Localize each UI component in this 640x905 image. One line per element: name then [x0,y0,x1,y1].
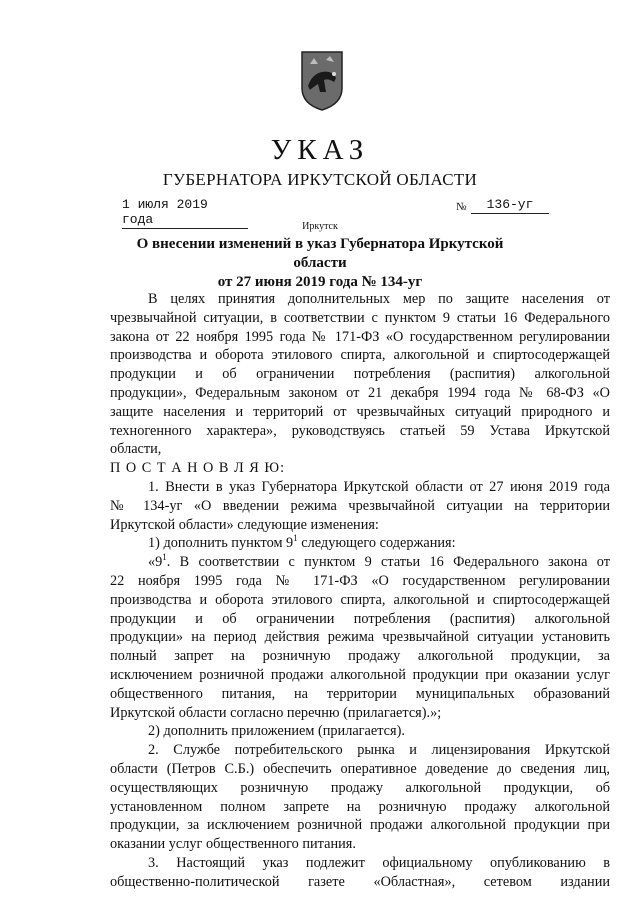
document-heading [110,235,530,292]
body-line: общественно-политической газете «Областная», сетевом издании [110,873,610,890]
decree-word: П О С Т А Н О В Л Я Ю: [110,460,286,477]
body-line: 22 ноября 1995 года № 171-ФЗ «О государственном регулировании [110,572,610,589]
document-number: 136-уг [471,197,549,214]
body-line: 2) дополнить приложением (прилагается). [148,723,405,740]
body-line: общественного питания, на территории муниципальных образований [110,685,610,702]
body-line: установленном полном запрете на розничную продажу алкогольной [110,798,610,815]
superscript: 1 [162,552,167,563]
document-body [110,290,610,892]
document-title: УКАЗ [270,134,370,166]
body-line: исключением розничной продажи алкогольной продукции при оказании услуг [110,666,610,683]
superscript: 1 [293,533,298,544]
body-line: 3. Настоящий указ подлежит официальному опубликованию в [148,854,610,871]
body-line: 2. Службе потребительского рынка и лицензирования Иркутской [148,742,610,759]
body-line: производства и оборота этилового спирта, алкогольной и спиртосодержащей [110,347,610,364]
body-line: оказании услуг общественного питания. [110,836,356,853]
document-subtitle: ГУБЕРНАТОРА ИРКУТСКОЙ ОБЛАСТИ [162,170,478,189]
body-line: Иркутской области согласно перечню (прилагается).»; [110,704,442,721]
coat-of-arms-icon [298,48,346,112]
body-line: полный запрет на розничную продажу алкогольной продукции, за [110,648,610,665]
number-sign: № [456,201,467,213]
body-line [110,553,610,572]
body-line [110,534,610,553]
clause-number: «9 [148,554,163,571]
body-line: В целях принятия дополнительных мер по защите населения от [148,291,610,307]
body-line: техногенного характера», руководствуясь статьей 59 Устава Иркутской [110,422,610,439]
body-line: Иркутской области» следующие изменения: [110,516,379,533]
document-date: 1 июля 2019 года [122,197,248,229]
body-line: чрезвычайной ситуации, в соответствии с пунктом 9 статьи 16 Федерального [110,309,610,326]
body-line: продукции, за исключением розничной продажи алкогольной продукции при [110,817,610,834]
clause-text: . В соответствии с пунктом 9 статьи 16 Федерального закона от [166,554,610,571]
body-line: продукции и об ограничении потребления (распития) алкогольной [110,610,610,627]
body-line: продукции» на период действия режима чрезвычайной ситуации установить [110,629,610,646]
body-line: 1. Внести в указ Губернатора Иркутской области от 27 июня 2019 года [148,478,610,495]
amendment-1-text: 1) дополнить пунктом 9 [148,535,294,552]
body-line: продукции и об ограничении потребления (распития) алкогольной [110,366,610,383]
body-line: производства и оборота этилового спирта, алкогольной и спиртосодержащей [110,591,610,608]
body-line: № 134-уг «О введении режима чрезвычайной ситуации на территории [110,497,610,514]
body-line: закона от 22 ноября 1995 года № 171-ФЗ «О государственном регулировании [110,328,610,345]
heading-line-1: О внесении изменений в указ Губернатора Иркутской области [136,236,504,271]
body-line: защите населения и территорий от чрезвычайных ситуаций природного и [110,403,610,420]
heading-line-2: от 27 июня 2019 года № 134-уг [217,274,423,290]
amendment-1-suffix: следующего содержания: [297,535,456,552]
body-line: осуществляющих розничную продажу алкогольной продукции, об [110,779,610,796]
body-line: области (Петров С.Б.) обеспечить оперативное доведение до сведения лиц, [110,760,610,777]
body-line: продукции», Федеральным законом от 21 декабря 1994 года № 68-ФЗ «О [110,384,610,401]
document-city: Иркутск [302,221,338,232]
body-line: области, [110,441,162,458]
